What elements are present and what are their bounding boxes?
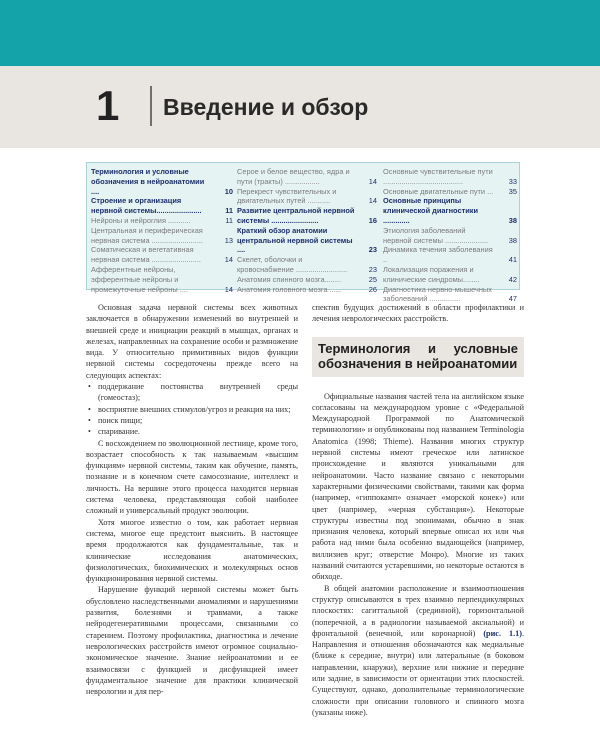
toc-entry[interactable] — [91, 216, 233, 226]
toc-entry-page: 11 — [225, 206, 233, 216]
toc-entry-title: Афферентные нейроны, эфферентные нейроны и промежуточные нейроны .... — [91, 264, 188, 294]
paragraph: Официальные названия частей тела на английском языке согласованы на международном уровне с «Федеральной Международной Программой по Анатомической терминологии» и опубликованы под названием Terminologia Anatomica (1998; Thieme). Названия многих структур нервной системы имеют греческое или латинское происхождение и являются уникальными для нейроанатомии. Часто название связано с некоторыми характерными физическими свойствами, такими как форма (например, «гиппокамп» означает «морской конек») или цвет (например, «черная субстанция»). Некоторые структуры известны под эпонимами, обычно в знак признания человека, который впервые описал их или чья работа над ними была особенно выдающейся (например, виллизиев круг; отверстие Монро). Многие из таких названий считаются устаревшими, но некоторые остаются в обиходе. — [312, 391, 524, 582]
toc-entry[interactable] — [383, 196, 517, 225]
toc-entry[interactable] — [383, 167, 517, 187]
toc-entry-title: Анатомия спинного мозга........ — [237, 274, 341, 284]
list-item: • спаривание. — [86, 426, 298, 437]
toc-entry-title: Скелет, оболочки и кровоснабжение ......................... — [237, 255, 348, 274]
toc-entry-page: 25 — [368, 274, 377, 284]
toc-entry-page: 14 — [368, 176, 377, 186]
toc-entry-title: Строение и организация нервной системы...................... — [91, 196, 202, 216]
toc-entry-page: 47 — [508, 294, 517, 304]
chapter-divider — [150, 86, 152, 126]
chapter-number: 1 — [96, 82, 120, 129]
paragraph: С восхождением по эволюционной лестнице, кроме того, возрастает способность к так называемым «высшим функциям» нервной системы, таким как обучение, память, познание и в конечном счете самосознание, интеллект и личность. На вершине этого процесса находится нервная система человека, представляющая собой наиболее сложный и универсальный продукт эволюции. — [86, 438, 298, 516]
toc-entry[interactable] — [237, 285, 377, 295]
toc-entry[interactable] — [237, 275, 377, 285]
toc-entry-title: Терминология и условные обозначения в нейроанатомии .... — [91, 167, 205, 196]
list-item: • восприятие внешних стимулов/угроз и реакция на них; — [86, 404, 298, 415]
toc-entry-page: 23 — [368, 245, 377, 255]
toc-entry-title: Основные принципы клинической диагностики ............. — [383, 196, 478, 225]
toc-entry-title: Центральная и периферическая нервная система ......................... — [91, 225, 203, 245]
paragraph: Нарушение функций нервной системы может быть обусловлено наследственными аномалиями и нарушениями развития, болезнями и травмами, а также нейродегенеративными процессами, связанными со старением. Поэтому профилактика, диагностика и лечение неврологических расстройств имеют огромное социально-экономическое значение. Знание нейроанатомии и ее взаимосвязи с функцией и дисфункцией имеет фундаментальное значение для практики клинической неврологии и для пер- — [86, 585, 298, 697]
toc-entry[interactable] — [383, 245, 517, 265]
toc-entry-title: Нейроны и нейроглия ........... — [91, 215, 191, 225]
toc-entry-page: 38 — [508, 235, 517, 245]
toc-entry-title: Анатомия головного мозга ...... — [237, 284, 342, 294]
section-heading: Терминология и условные обозначения в нейроанатомии — [318, 340, 518, 371]
toc-entry-page: 14 — [368, 196, 377, 206]
paragraph-text: . Направления и отношения обозначаются как медиальные (ближе к середине, внутри) или латеральные (в боковом направлении, кнаружи), верхние или нижние и передние или задние, в зависимости от ориентации этих плоскостей. Существуют, однако, дополнительные терминологические сложности при описании головного и спинного мозга (указаны ниже). — [312, 628, 524, 717]
table-of-contents — [86, 162, 520, 304]
toc-entry-page: 38 — [508, 215, 517, 225]
left-text-column — [86, 302, 298, 697]
toc-entry-page: 16 — [368, 215, 377, 225]
toc-column-2 — [237, 167, 377, 294]
paragraph: спектив будущих достижений в области профилактики и лечения неврологических расстройств. — [312, 303, 524, 324]
toc-entry-page: 13 — [224, 235, 233, 245]
toc-entry-page: 14 — [224, 284, 233, 294]
toc-entry[interactable] — [237, 255, 377, 275]
paragraph — [312, 583, 524, 719]
toc-entry-title: Диагностика нервно-мышечных заболеваний ............... — [383, 284, 492, 304]
toc-column-1 — [91, 167, 233, 294]
toc-entry-title: Серое и белое вещество, ядра и пути (тракты) ................. — [237, 167, 350, 186]
toc-entry-title: Соматическая и вегетативная нервная система ........................ — [91, 245, 201, 265]
toc-entry-title: Этиология заболеваний нервной системы ..................... — [383, 225, 489, 245]
toc-entry[interactable] — [91, 167, 233, 196]
toc-column-3 — [383, 167, 517, 304]
paragraph-text: В общей анатомии расположение и взаимоотношения структур описываются в трех взаимно перпендикулярных плоскостях: сагиттальной (срединной), горизонтальной (поперечной, а в радиологии называемой аксиальной) и фронтальной (венечной, или коронарной) — [312, 583, 524, 638]
figure-reference-link[interactable]: (рис. 1.1) — [483, 628, 522, 638]
toc-entry[interactable] — [91, 226, 233, 246]
toc-entry-page: 23 — [368, 264, 377, 274]
paragraph: Хотя многое известно о том, как работает нервная система, многое еще предстоит выяснить. В настоящее время продолжаются как фундаментальные, так и клинические исследования анатомических, физиологических, биохимических и молекулярных основ функционирования нервной системы. — [86, 517, 298, 584]
toc-entry-title: Основные двигательные пути ... — [383, 186, 494, 196]
right-text-column — [312, 302, 524, 718]
toc-entry-title: Динамика течения заболевания .. — [383, 245, 493, 265]
toc-entry-page: 41 — [508, 255, 517, 265]
toc-entry-page: 10 — [224, 186, 233, 196]
toc-entry-page: 33 — [508, 176, 517, 186]
toc-entry-title: Краткий обзор анатомии центральной нервной системы .... — [237, 225, 353, 255]
toc-entry[interactable] — [237, 167, 377, 187]
list-item: • поиск пищи; — [86, 415, 298, 426]
header-teal-band — [0, 0, 600, 66]
toc-entry[interactable] — [383, 187, 517, 197]
chapter-title: Введение и обзор — [163, 94, 369, 120]
toc-entry[interactable] — [91, 265, 233, 294]
toc-entry-title: Развитие центральной нервной системы ....................... — [237, 206, 355, 225]
section-heading-box — [312, 337, 524, 377]
toc-entry-title: Основные чувствительные пути ....................................... — [383, 167, 493, 186]
toc-entry-page: 35 — [508, 186, 517, 196]
toc-entry-page: 14 — [224, 255, 233, 265]
paragraph: Основная задача нервной системы всех животных заключается в обнаружении изменений во внутренней и внешней среде и инициации реакций в мышцах, органах и железах, направленных на сохранение особи и размножение вида. У относительно примитивных видов функции нервной системы сосредоточены прежде всего на следующих аспектах: — [86, 303, 298, 380]
list-item: • поддержание постоянства внутренней среды (гомеостаз); — [86, 381, 298, 404]
toc-entry-title: Перекрест чувствительных и двигательных путей ........... — [237, 186, 337, 206]
toc-entry[interactable] — [237, 187, 377, 207]
toc-entry[interactable] — [91, 245, 233, 265]
toc-entry[interactable] — [237, 206, 377, 226]
toc-entry-page: 11 — [225, 215, 233, 225]
bullet-list — [86, 381, 298, 437]
toc-entry-title: Локализация поражения и клинические синдромы........ — [383, 264, 480, 284]
toc-entry[interactable] — [383, 265, 517, 285]
toc-entry-page: 26 — [368, 284, 377, 294]
toc-entry[interactable] — [91, 196, 233, 216]
toc-entry-page: 42 — [508, 274, 517, 284]
toc-entry[interactable] — [237, 226, 377, 255]
toc-entry[interactable] — [383, 226, 517, 246]
